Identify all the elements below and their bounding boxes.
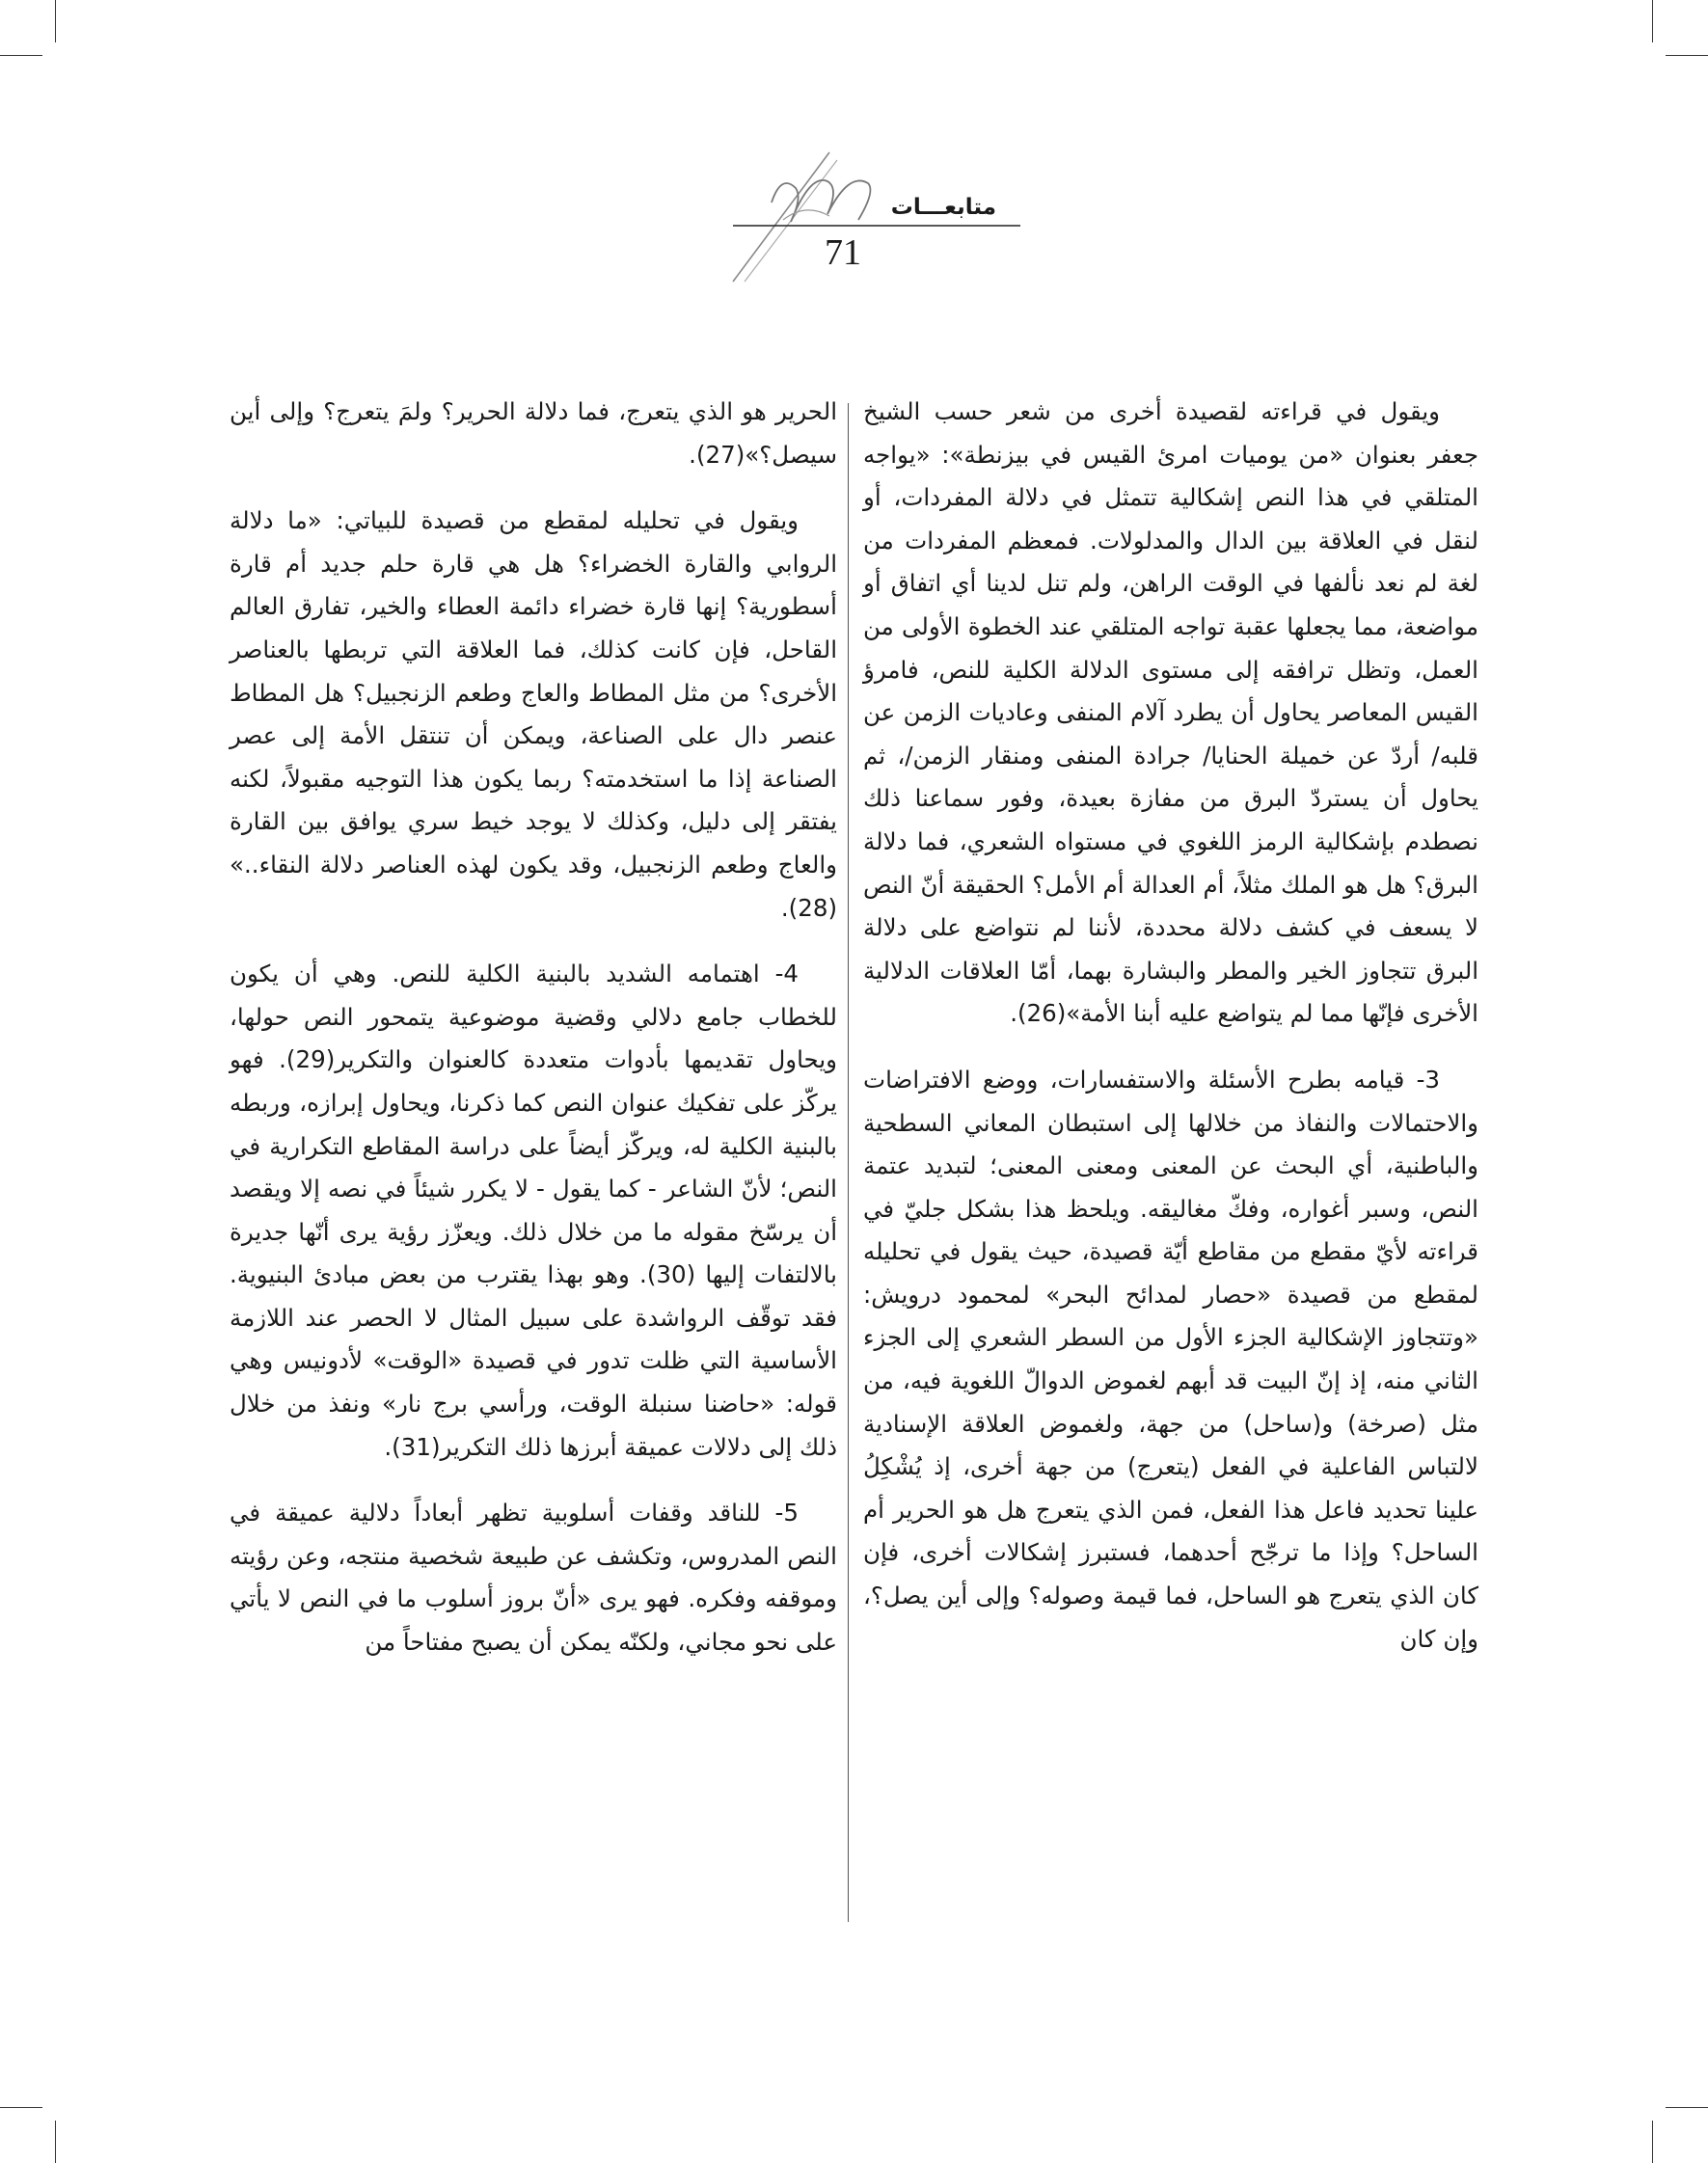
paragraph: 5- للناقد وقفات أسلوبية تظهر أبعاداً دلالية عميقة في النص المدروس، وتكشف عن طبيعة شخصية منتجه، وعن رؤيته وموقفه وفكره. فهو يرى «أنّ بروز أسلوب ما في النص لا يأتي على نحو مجاني، ولكنّه يمكن أن يصبح مفتاحاً من: [230, 1499, 837, 1657]
crop-mark-top-right-v: [1652, 0, 1653, 42]
left-column: [230, 391, 837, 1688]
paragraph: ويقول في قراءته لقصيدة أخرى من شعر حسب الشيخ جعفر بعنوان «من يوميات امرئ القيس في بيزنطة»: «يواجه المتلقي في هذا النص إشكالية تتمثل في دلالة المفردات، أو لنقل في العلاقة بين الدال والمدلولات. فمعظم المفردات من لغة لم نعد نألفها في الوقت الراهن، ولم تنل لدينا أي اتفاق أو مواضعة، مما يجعلها عقبة تواجه المتلقي عند الخطوة الأولى من العمل، وتظل ترافقه إلى مستوى الدلالة الكلية للنص، فامرؤ القيس المعاصر يحاول أن يطرد آلام المنفى وعاديات الزمن عن قلبه/ أردّ عن خميلة الحنايا/ جرادة المنفى ومنقار الزمن/، ثم يحاول أن يستردّ البرق من مفازة بعيدة، وفور سماعنا ذلك نصطدم بإشكالية الرمز اللغوي في مستواه الشعري، فما دلالة البرق؟ هل هو الملك مثلاً، أم العدالة أم الأمل؟ الحقيقة أنّ النص لا يسعف في كشف دلالة محددة، لأننا لم نتواضع على دلالة البرق تتجاوز الخير والمطر والبشارة بهما، أمّا العلاقات الدلالية الأخرى فإنّها مما لم يتواضع عليه أبنا الأمة»(26).: [863, 397, 1478, 1028]
paragraph: 3- قيامه بطرح الأسئلة والاستفسارات، ووضع الافتراضات والاحتمالات والنفاذ من خلالها إلى استبطان المعاني السطحية والباطنية، أي البحث عن المعنى ومعنى المعنى؛ لتبديد عتمة النص، وسبر أغواره، وفكّ مغاليقه. ويلحظ هذا بشكل جليّ في قراءته لأيّ مقطع من مقاطع أيّة قصيدة، حيث يقول في تحليله لمقطع من قصيدة «حصار لمدائح البحر» لمحمود درويش: «وتتجاوز الإشكالية الجزء الأول من السطر الشعري إلى الجزء الثاني منه، إذ إنّ البيت قد أبهم لغموض الدوالّ اللغوية فيه، من مثل (صرخة) و(ساحل) من جهة، ولغموض العلاقة الإسنادية لالتباس الفاعلية في الفعل (يتعرج) من جهة أخرى، إذ يُشْكِلُ علينا تحديد فاعل هذا الفعل، فمن الذي يتعرج هل هو الحرير أم الساحل؟ وإذا ما ترجّح أحدهما، فستبرز إشكالات أخرى، فإن كان الذي يتعرج هو الساحل، فما قيمة وصوله؟ وإلى أين يصل؟، وإن كان: [863, 1065, 1478, 1653]
paragraph: 4- اهتمامه الشديد بالبنية الكلية للنص. وهي أن يكون للخطاب جامع دلالي وقضية موضوعية يتمحور النص حولها، ويحاول تقديمها بأدوات متعددة كالعنوان والتكرير(29). فهو يركّز على تفكيك عنوان النص كما ذكرنا، ويحاول إبرازه، وربطه بالبنية الكلية له، ويركّز أيضاً على دراسة المقاطع التكرارية في النص؛ لأنّ الشاعر - كما يقول - لا يكرر شيئاً في نصه إلا ويقصد أن يرسّخ مقوله ما من خلال ذلك. ويعزّز رؤية يرى أنّها جديرة بالالتفات إليها (30). وهو بهذا يقترب من بعض مبادئ البنيوية. فقد توقّف الرواشدة على سبيل المثال لا الحصر عند اللازمة الأساسية التي ظلت تدور في قصيدة «الوقت» لأدونيس وهي قوله: «حاضنا سنبلة الوقت، ورأسي برج نار» ونفذ من خلال ذلك إلى دلالات عميقة أبرزها ذلك التكرير(31).: [230, 960, 838, 1461]
crop-mark-top-right-h: [1666, 55, 1708, 56]
crop-mark-top-left-h: [0, 55, 42, 56]
crop-mark-bottom-left-h: [0, 2107, 42, 2108]
crop-mark-bottom-right-v: [1652, 2121, 1653, 2163]
crop-mark-top-left-v: [55, 0, 56, 42]
column-divider: [848, 403, 849, 1922]
section-name: متابعـــات: [890, 195, 996, 220]
page-number: 71: [825, 232, 861, 273]
page-header: [714, 135, 1042, 289]
crop-mark-bottom-left-v: [55, 2121, 56, 2163]
right-column: [863, 391, 1478, 1684]
crop-mark-bottom-right-h: [1666, 2107, 1708, 2108]
paragraph: الحرير هو الذي يتعرج، فما دلالة الحرير؟ ولمَ يتعرج؟ وإلى أين سيصل؟»(27).: [230, 397, 837, 469]
paragraph: ويقول في تحليله لمقطع من قصيدة للبياتي: «ما دلالة الروابي والقارة الخضراء؟ هل هي قارة حلم جديد أم قارة أسطورية؟ إنها قارة خضراء دائمة العطاء والخير، تفارق العالم القاحل، فإن كانت كذلك، فما العلاقة التي تربطها بالعناصر الأخرى؟ من مثل المطاط والعاج وطعم الزنجبيل؟ هل المطاط عنصر دال على الصناعة، ويمكن أن تنتقل الأمة إلى عصر الصناعة إذا ما استخدمته؟ ربما يكون هذا التوجيه مقبولاً، لكنه يفتقر إلى دليل، وكذلك لا يوجد خيط سري يوافق بين القارة والعاج وطعم الزنجبيل، وقد يكون لهذه العناصر دلالة النقاء..» (28).: [230, 506, 837, 922]
